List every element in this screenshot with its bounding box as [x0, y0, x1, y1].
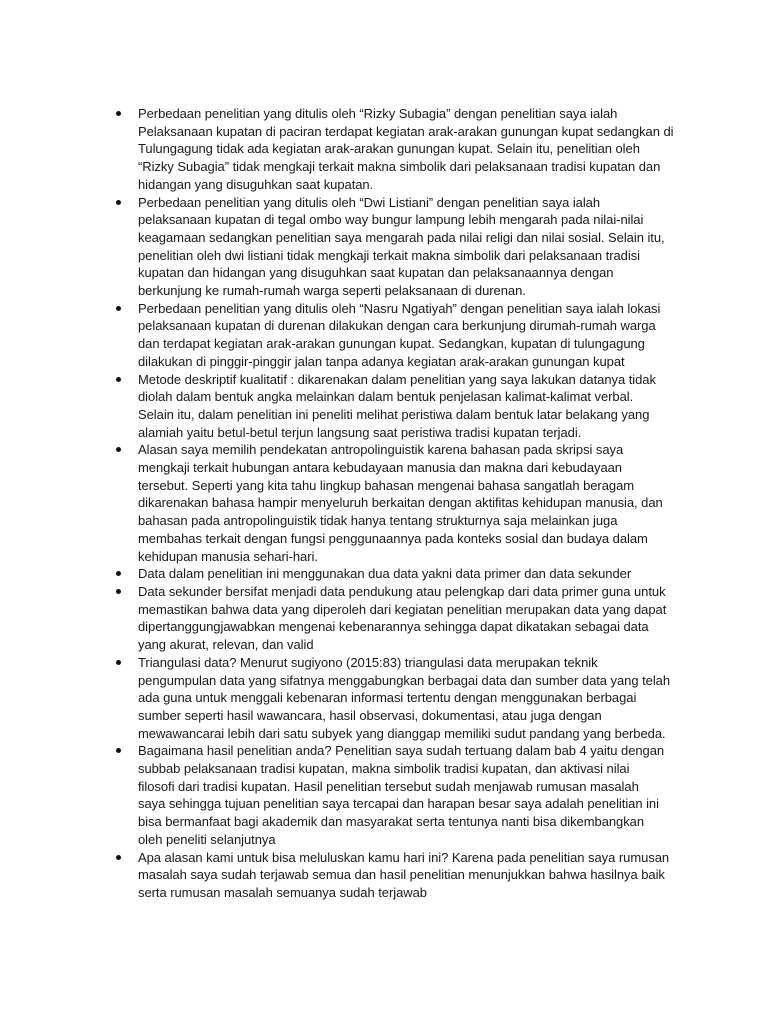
text-line: bahasan pada antropolinguistik tidak hanya tentang strukturnya saja melainkan juga — [138, 513, 618, 529]
list-item — [115, 849, 680, 902]
bullet-icon — [116, 377, 121, 382]
text-line: Alasan saya memilih pendekatan antropolinguistik karena bahasan pada skripsi saya — [138, 442, 624, 458]
list-item — [115, 300, 680, 371]
text-line: hidangan yang disuguhkan saat kupatan. — [138, 176, 374, 192]
text-line: oleh peneliti selanjutnya — [138, 831, 276, 847]
text-line: dikarenakan bahasa hampir menyeluruh berkaitan dengan aktifitas kehidupan manusia, dan — [138, 495, 663, 511]
text-line: berkunjung ke rumah-rumah warga seperti pelaksanaan di durenan. — [138, 283, 526, 299]
text-line: diolah dalam bentuk angka melainkan dalam bentuk penjelasan kalimat-kalimat verbal. — [138, 389, 634, 405]
text-line: dilakukan di pinggir-pinggir jalan tanpa adanya kegiatan arak-arakan gunungan kupat — [138, 353, 625, 369]
text-line: pengumpulan data yang sifatnya menggabungkan berbagai data dan sumber data yang telah — [138, 672, 671, 688]
list-item — [115, 565, 680, 583]
text-line: keagamaan sedangkan penelitian saya mengarah pada nilai religi dan nilai sosial. Selain itu, — [138, 229, 665, 245]
text-line: bisa bermanfaat bagi akademik dan masyarakat serta tentunya nanti bisa dikembangkan — [138, 814, 645, 830]
text-line: Tulungagung tidak ada kegiatan arak-arakan gunungan kupat. Selain itu, penelitian oleh — [138, 141, 640, 157]
list-item-text — [138, 441, 680, 565]
text-line: “Rizky Subagia” tidak mengkaji terkait makna simbolik dari pelaksanaan tradisi kupatan dan — [138, 159, 661, 175]
text-line: serta rumusan masalah semuanya sudah terjawab — [138, 884, 427, 900]
text-line: Triangulasi data? Menurut sugiyono (2015:83) triangulasi data merupakan teknik — [138, 654, 598, 670]
list-item — [115, 742, 680, 848]
text-line: Perbedaan penelitian yang ditulis oleh “Rizky Subagia” dengan penelitian saya ialah — [138, 106, 618, 121]
text-line: subbab pelaksanaan tradisi kupatan, makna simbolik tradisi kupatan, dan aktivasi nilai — [138, 761, 630, 777]
list-item-text — [138, 742, 680, 848]
text-line: kupatan dan hidangan yang disuguhkan saat kupatan dan pelaksanaannya dengan — [138, 265, 614, 281]
text-line: Metode deskriptif kualitatif : dikarenakan dalam penelitian yang saya lakukan datanya tidak — [138, 371, 656, 387]
text-line: dipertanggungjawabkan mengenai kebenarannya sehingga dapat dikatakan sebagai data — [138, 619, 649, 635]
text-line: Selain itu, dalam penelitian ini peneliti melihat peristiwa dalam bentuk latar belakang yang — [138, 406, 650, 422]
bullet-icon — [116, 111, 121, 116]
text-line: mewawancarai lebih dari satu subyek yang dianggap memiliki sudut pandang yang berbeda. — [138, 725, 666, 741]
text-line: tersebut. Seperti yang kita tahu lingkup bahasan mengenai bahasa sangatlah beragam — [138, 477, 635, 493]
text-line: memastikan bahwa data yang diperoleh dari kegiatan penelitian merupakan data yang dapat — [138, 601, 667, 617]
text-line: masalah saya sudah terjawab semua dan hasil penelitian menunjukkan bahwa hasilnya baik — [138, 867, 665, 883]
text-line: yang akurat, relevan, dan valid — [138, 637, 314, 653]
bullet-icon — [116, 447, 121, 452]
list-item-text — [138, 654, 680, 743]
list-item — [115, 194, 680, 300]
text-line: membahas terkait dengan fungsi penggunaannya pada konteks sosial dan budaya dalam — [138, 530, 648, 546]
text-line: kehidupan manusia sehari-hari. — [138, 548, 318, 564]
text-line: Bagaimana hasil penelitian anda? Penelitian saya sudah tertuang dalam bab 4 yaitu dengan — [138, 743, 665, 759]
text-line: dan terdapat kegiatan arak-arakan gunungan kupat. Sedangkan, kupatan di tulungagung — [138, 336, 645, 352]
text-line: mengkaji terkait hubungan antara kebudayaan manusia dan makna dari kebudayaan — [138, 460, 622, 476]
list-item — [115, 441, 680, 565]
text-line: Perbedaan penelitian yang ditulis oleh “Dwi Listiani” dengan penelitian saya ialah — [138, 194, 601, 210]
bullet-list — [115, 105, 680, 902]
text-line: pelaksanaan kupatan di durenan dilakukan dengan cara berkunjung dirumah-rumah warga — [138, 318, 656, 334]
list-item-text — [138, 849, 680, 902]
text-line: Perbedaan penelitian yang ditulis oleh “Nasru Ngatiyah” dengan penelitian saya ialah lokasi — [138, 300, 661, 316]
list-item — [115, 105, 680, 194]
list-item-text — [138, 300, 680, 371]
text-line: Data sekunder bersifat menjadi data pendukung atau pelengkap dari data primer guna untuk — [138, 583, 666, 599]
text-line: saya sehingga tujuan penelitian saya tercapai dan harapan besar saya adalah penelitian ini — [138, 796, 659, 812]
list-item — [115, 371, 680, 442]
bullet-icon — [116, 660, 121, 665]
list-item-text — [138, 371, 680, 442]
text-line: sumber seperti hasil wawancara, hasil observasi, dokumentasi, atau juga dengan — [138, 707, 602, 723]
text-line: Apa alasan kami untuk bisa meluluskan kamu hari ini? Karena pada penelitian saya rumusan — [138, 849, 670, 865]
text-line: Pelaksanaan kupatan di paciran terdapat kegiatan arak-arakan gunungan kupat sedangkan di — [138, 123, 674, 139]
text-line: filosofi dari tradisi kupatan. Hasil penelitian tersebut sudah menjawab rumusan masalah — [138, 778, 639, 794]
list-item-text — [138, 105, 680, 194]
list-item — [115, 654, 680, 743]
list-item-text — [138, 565, 680, 583]
list-item — [115, 583, 680, 654]
text-line: alamiah yaitu betul-betul terjun langsung saat peristiwa tradisi kupatan terjadi. — [138, 424, 582, 440]
bullet-icon — [116, 589, 121, 594]
list-item-text — [138, 583, 680, 654]
bullet-icon — [116, 748, 121, 753]
text-line: penelitian oleh dwi listiani tidak mengkaji terkait makna simbolik dari pelaksanaan tradisi — [138, 247, 640, 263]
list-item-text — [138, 194, 680, 300]
text-line: Data dalam penelitian ini menggunakan dua data yakni data primer dan data sekunder — [138, 566, 632, 582]
bullet-icon — [116, 855, 121, 860]
bullet-icon — [116, 200, 121, 205]
text-line: pelaksanaan kupatan di tegal ombo way bungur lampung lebih mengarah pada nilai-nilai — [138, 212, 644, 228]
text-line: ada guna untuk menggali kebenaran informasi tertentu dengan menggunakan berbagai — [138, 690, 637, 706]
bullet-icon — [116, 571, 121, 576]
bullet-icon — [116, 306, 121, 311]
